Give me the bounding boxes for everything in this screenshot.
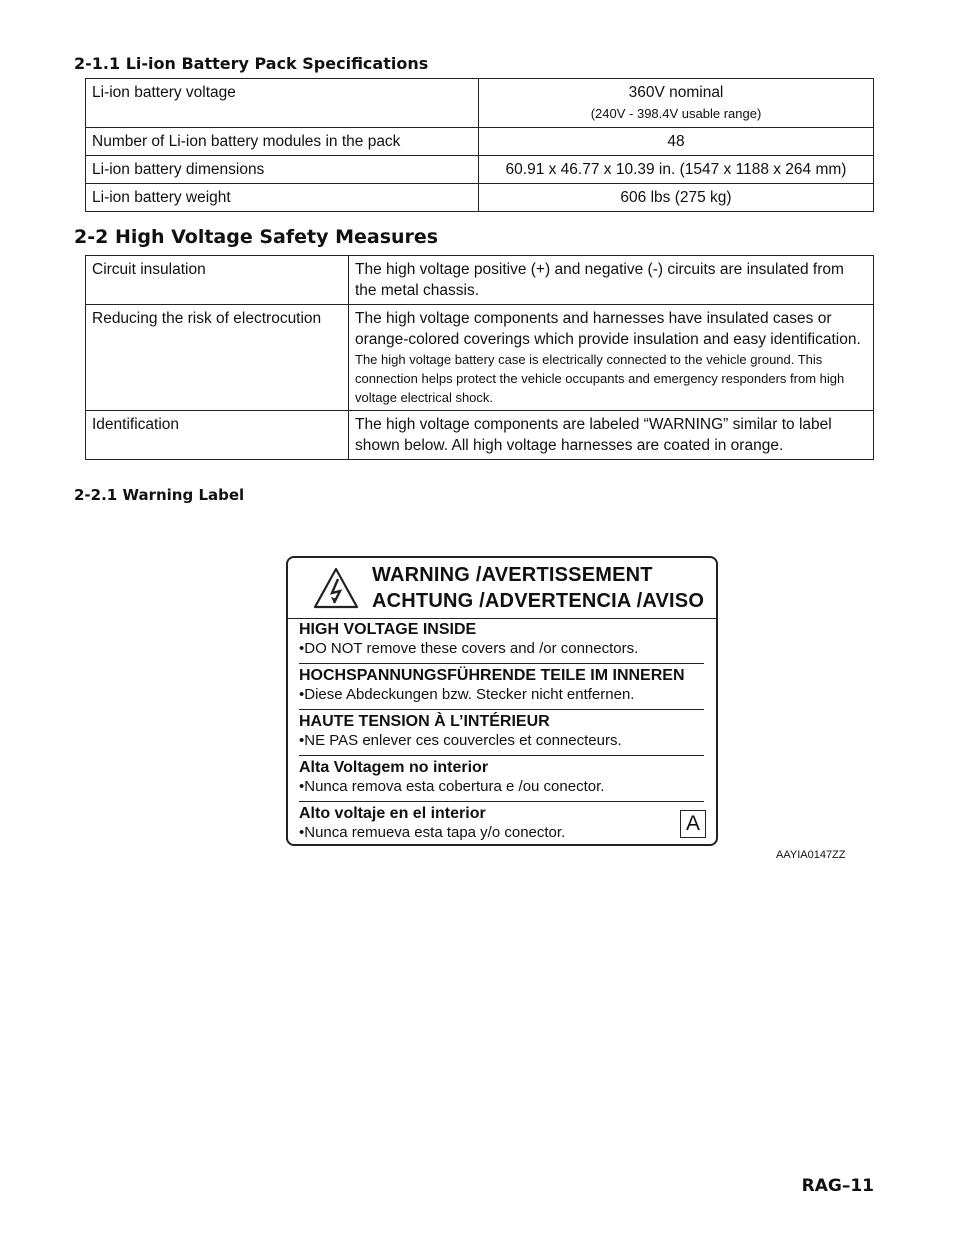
spec-value (479, 79, 874, 128)
label-section-heading: HIGH VOLTAGE INSIDE (299, 621, 477, 638)
safety-label: Identification (86, 411, 349, 460)
spec-value: 60.91 x 46.77 x 10.39 in. (1547 x 1188 x 264 mm) (479, 156, 874, 184)
label-section-body: •NE PAS enlever ces couvercles et connecteurs. (299, 732, 622, 749)
safety-table (85, 255, 874, 460)
label-letter-box: A (680, 810, 706, 838)
spec-value-main: 360V nominal (628, 84, 724, 101)
label-section-body: •Diese Abdeckungen bzw. Stecker nicht entfernen. (299, 686, 635, 703)
label-divider (299, 663, 704, 664)
table-row (86, 411, 874, 460)
battery-spec-table (85, 78, 874, 212)
spec-value: 606 lbs (275 kg) (479, 184, 874, 212)
label-divider (288, 618, 716, 619)
safety-heading: 2-2 High Voltage Safety Measures (74, 226, 439, 248)
label-divider (299, 755, 704, 756)
table-row (86, 79, 874, 128)
safety-label: Reducing the risk of electrocution (86, 305, 349, 411)
table-row (86, 156, 874, 184)
label-divider (299, 709, 704, 710)
label-section-heading: Alto voltaje en el interior (299, 805, 486, 822)
battery-spec-heading: 2-1.1 Li-ion Battery Pack Specifications (74, 54, 429, 73)
safety-label: Circuit insulation (86, 256, 349, 305)
table-row (86, 128, 874, 156)
safety-text: The high voltage components and harnesses have insulated cases or orange-colored coverings which provide insulation and easy identification. (355, 310, 861, 348)
spec-label: Li-ion battery voltage (86, 79, 479, 128)
table-row (86, 305, 874, 411)
table-row (86, 184, 874, 212)
label-section-heading: HAUTE TENSION À L’INTÉRIEUR (299, 713, 550, 730)
label-section-body: •DO NOT remove these covers and /or connectors. (299, 640, 639, 657)
spec-value: 48 (479, 128, 874, 156)
label-section-heading: HOCHSPANNUNGSFÜHRENDE TEILE IM INNEREN (299, 667, 685, 684)
safety-note: The high voltage battery case is electrically connected to the vehicle ground. This connection helps protect the vehicle occupants and emergency responders from high voltage electrical shock. (355, 352, 845, 405)
spec-value-sub: (240V - 398.4V usable range) (590, 106, 762, 121)
page-number: RAG–11 (801, 1176, 874, 1196)
label-title-line1: WARNING /AVERTISSEMENT (372, 564, 653, 586)
table-row (86, 256, 874, 305)
warning-label (286, 556, 718, 846)
label-divider (299, 801, 704, 802)
label-section-body: •Nunca remova esta cobertura e /ou conector. (299, 778, 605, 795)
lightning-warning-icon (312, 566, 360, 610)
safety-text-cell (349, 305, 874, 411)
label-section-body: •Nunca remueva esta tapa y/o conector. (299, 824, 566, 841)
label-section (299, 620, 704, 664)
label-title-line2: ACHTUNG /ADVERTENCIA /AVISO (372, 590, 705, 612)
spec-label: Number of Li-ion battery modules in the pack (86, 128, 479, 156)
label-section (299, 758, 704, 802)
label-section (299, 804, 704, 842)
spec-label: Li-ion battery weight (86, 184, 479, 212)
label-section-heading: Alta Voltagem no interior (299, 759, 489, 776)
safety-text: The high voltage components are labeled “WARNING” similar to label shown below. All high voltage harnesses are coated in orange. (349, 411, 874, 460)
figure-code: AAYIA0147ZZ (776, 849, 846, 861)
label-section (299, 712, 704, 756)
warning-label-heading: 2-2.1 Warning Label (74, 486, 245, 504)
safety-text: The high voltage positive (+) and negative (-) circuits are insulated from the metal chassis. (349, 256, 874, 305)
spec-label: Li-ion battery dimensions (86, 156, 479, 184)
label-section (299, 666, 704, 710)
